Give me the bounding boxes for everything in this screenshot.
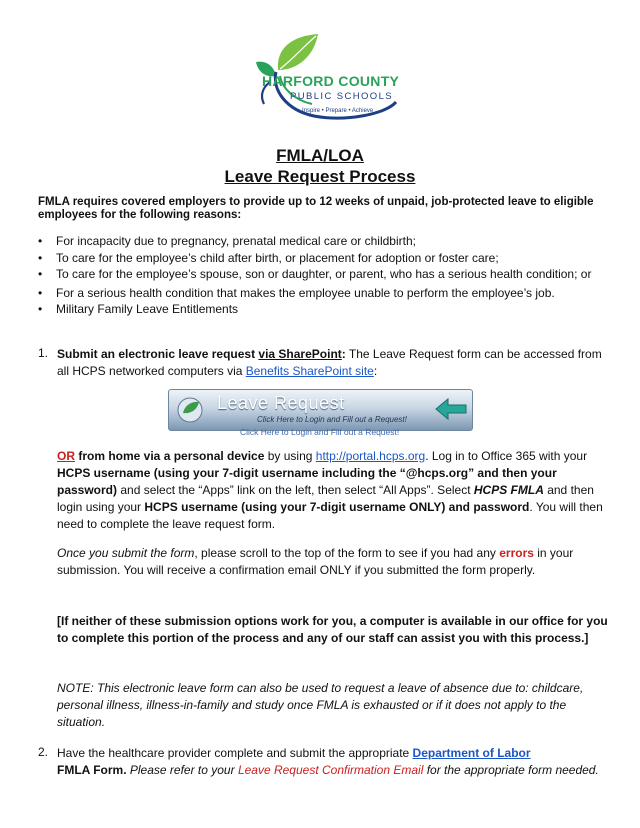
office-note: [If neither of these submission options work for you, a computer is available in our office for you to complete this portion of the process and any of our staff can assist you with this process.] — [57, 614, 608, 645]
intro-text: FMLA requires covered employers to provide up to 12 weeks of unpaid, job-protected leave to eligible employees for the following reasons: — [38, 196, 594, 221]
step-2-text — [57, 745, 617, 779]
hcps-fmla-label: HCPS FMLA — [473, 483, 544, 497]
list-item: • To care for the employee’s spouse, son or daughter, or parent, who has a serious health condition; or — [38, 266, 610, 283]
home-bold-2: HCPS username (using your 7-digit username including the “@hcps.org” and then your password) — [57, 466, 557, 497]
department-of-labor-link[interactable]: Department of Labor — [412, 746, 531, 760]
logo-tagline: Inspire • Prepare • Achieve — [302, 108, 374, 114]
home-text-3: and select the “Apps” link on the left, then select “All Apps”. Select — [117, 483, 474, 497]
reasons-list — [38, 233, 610, 318]
step-1-bold: Submit an electronic leave request — [57, 347, 259, 361]
note-paragraph: NOTE: This electronic leave form can also be used to request a leave of absence due to: childcare, personal illness, illness-in-family and study once FMLA is exhausted or if it does not apply to the situation. — [57, 681, 584, 729]
step-1-via: via SharePoint — [258, 347, 342, 361]
confirmation-email-label: Leave Request Confirmation Email — [237, 763, 424, 777]
list-item: • For a serious health condition that makes the employee unable to perform the employee’s job. — [38, 285, 610, 302]
logo-subtitle: PUBLIC SCHOOLS — [290, 91, 394, 102]
home-bold-3: HCPS username (using your 7-digit username ONLY) and password — [144, 500, 530, 514]
step-2-italic-2: for the appropriate form needed. — [423, 763, 599, 777]
banner-caption-link[interactable]: Click Here to Login and Fill out a Request! — [240, 427, 400, 437]
list-item: • For incapacity due to pregnancy, prenatal medical care or childbirth; — [38, 233, 610, 250]
submit-italic: Once you submit the form — [57, 546, 195, 560]
step-1-colon: : — [341, 347, 346, 361]
logo-name: HARFORD COUNTY — [262, 73, 400, 89]
banner-subtitle: Click Here to Login and Fill out a Request! — [257, 415, 407, 424]
home-text-4: and then login using your — [57, 483, 594, 514]
submit-text-2: in your submission. You will receive a confirmation email ONLY if you submitted the form properly. — [57, 546, 574, 577]
portal-link[interactable]: http://portal.hcps.org — [315, 449, 426, 463]
home-text-2: . Log in to Office 365 with your — [425, 449, 588, 463]
leaf-globe-icon — [175, 395, 205, 425]
home-text-1: by using — [264, 449, 316, 463]
list-item: • Military Family Leave Entitlements — [38, 301, 610, 318]
home-bold-1: from home via a personal device — [75, 449, 265, 463]
step-1-end: : — [373, 364, 378, 378]
step-2-number: 2. — [38, 745, 49, 759]
step-1-text — [57, 346, 617, 380]
step-1-desc: The Leave Request form can be accessed from all HCPS networked computers via — [57, 347, 602, 378]
home-access-paragraph — [57, 448, 617, 533]
home-text-5: . You will then need to complete the leave request form. — [57, 500, 603, 531]
list-item: • To care for the employee’s child after birth, or placement for adoption or foster care; — [38, 250, 610, 267]
step-1-number: 1. — [38, 346, 49, 360]
errors-label: errors — [499, 546, 534, 560]
arrow-left-icon — [434, 397, 468, 421]
page-title-line1: FMLA/LOA — [276, 146, 364, 165]
leave-request-banner-button[interactable] — [168, 389, 473, 431]
page-title-line2: Leave Request Process — [224, 167, 416, 186]
benefits-sharepoint-link[interactable]: Benefits SharePoint site — [245, 364, 374, 378]
step-2-desc: Have the healthcare provider complete and submit the appropriate — [57, 746, 413, 760]
submit-text-1: , please scroll to the top of the form to see if you had any — [194, 546, 500, 560]
submit-paragraph — [57, 545, 617, 579]
step-2-italic-1: Please refer to your — [126, 763, 238, 777]
fmla-form-label: FMLA Form. — [57, 763, 127, 777]
or-label: OR — [57, 449, 75, 463]
banner-title: Leave Request — [217, 393, 345, 413]
